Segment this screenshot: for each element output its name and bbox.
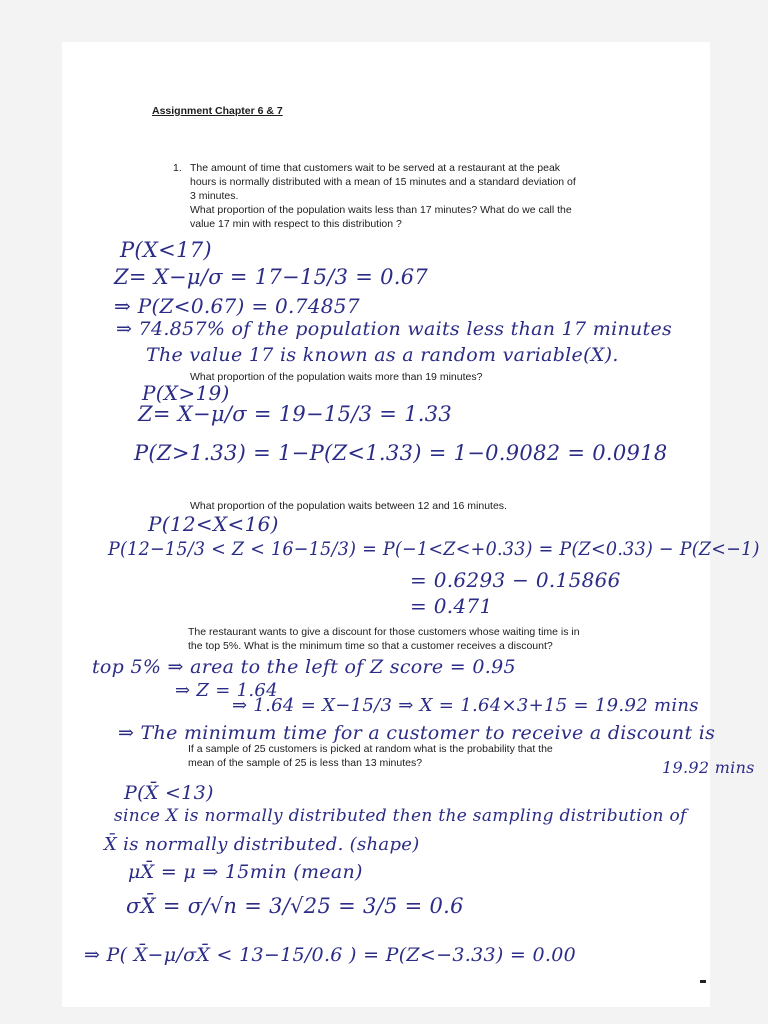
discount-line: The restaurant wants to give a discount for those customers whose waiting time is in	[188, 626, 580, 638]
hw-b1: P(12<X<16)	[148, 512, 279, 536]
hw-s4: μX̄ = μ ⇒ 15min (mean)	[128, 861, 363, 883]
hw-b4: = 0.471	[410, 594, 493, 618]
question-between: What proportion of the population waits between 12 and 16 minutes.	[190, 500, 507, 512]
sample-line: If a sample of 25 customers is picked at random what is the probability that the	[188, 743, 553, 755]
hw-b2: P(12−15/3 < Z < 16−15/3) = P(−1<Z<+0.33) = P(Z<0.33) − P(Z<−1)	[108, 538, 760, 560]
q1-line: value 17 min with respect to this distribution ?	[190, 218, 402, 230]
q1-line: The amount of time that customers wait to be served at a restaurant at the peak	[190, 162, 561, 174]
q1-line: What proportion of the population waits less than 17 minutes? What do we call the	[190, 204, 572, 216]
hw-s2: since X is normally distributed then the sampling distribution of	[114, 806, 687, 826]
hw-p4: ⇒ 74.857% of the population waits less than 17 minutes	[116, 318, 673, 340]
hw-m1: P(X>19)	[142, 381, 230, 405]
assignment-title: Assignment Chapter 6 & 7	[152, 105, 283, 117]
q1-line: hours is normally distributed with a mean of 15 minutes and a standard deviation of	[190, 176, 576, 188]
hw-s5: σX̄ = σ/√n = 3/√25 = 3/5 = 0.6	[126, 894, 464, 918]
hw-b3: = 0.6293 − 0.15866	[410, 568, 621, 592]
hw-s1: P(X̄ <13)	[124, 782, 214, 804]
hw-p1: P(X<17)	[120, 238, 212, 262]
scan-mark	[700, 980, 706, 983]
hw-d3: ⇒ 1.64 = X−15/3 ⇒ X = 1.64×3+15 = 19.92 mins	[232, 695, 699, 716]
hw-s3: X̄ is normally distributed. (shape)	[104, 834, 420, 855]
hw-d5: 19.92 mins	[662, 758, 755, 777]
hw-d2: ⇒ Z = 1.64	[175, 680, 278, 701]
hw-p5: The value 17 is known as a random variable(X).	[146, 344, 619, 366]
question-sample	[188, 742, 553, 770]
question-more-19: What proportion of the population waits more than 19 minutes?	[190, 371, 483, 383]
question-number: 1.	[173, 162, 182, 174]
hw-d4: ⇒ The minimum time for a customer to receive a discount is	[118, 722, 716, 744]
hw-m3: P(Z>1.33) = 1−P(Z<1.33) = 1−0.9082 = 0.0918	[134, 441, 668, 465]
question-discount	[188, 625, 580, 653]
hw-m2: Z= X−μ/σ = 19−15/3 = 1.33	[138, 402, 453, 426]
hw-d1: top 5% ⇒ area to the left of Z score = 0.95	[92, 656, 516, 678]
hw-p3: ⇒ P(Z<0.67) = 0.74857	[114, 294, 360, 318]
q1-line: 3 minutes.	[190, 190, 239, 202]
discount-line: the top 5%. What is the minimum time so that a customer receives a discount?	[188, 640, 553, 652]
sample-line: mean of the sample of 25 is less than 13 minutes?	[188, 757, 423, 769]
hw-s6: ⇒ P( X̄−μ/σX̄ < 13−15/0.6 ) = P(Z<−3.33) = 0.00	[84, 944, 576, 966]
question-1-text	[190, 161, 576, 231]
hw-p2: Z= X−μ/σ = 17−15/3 = 0.67	[114, 265, 429, 289]
